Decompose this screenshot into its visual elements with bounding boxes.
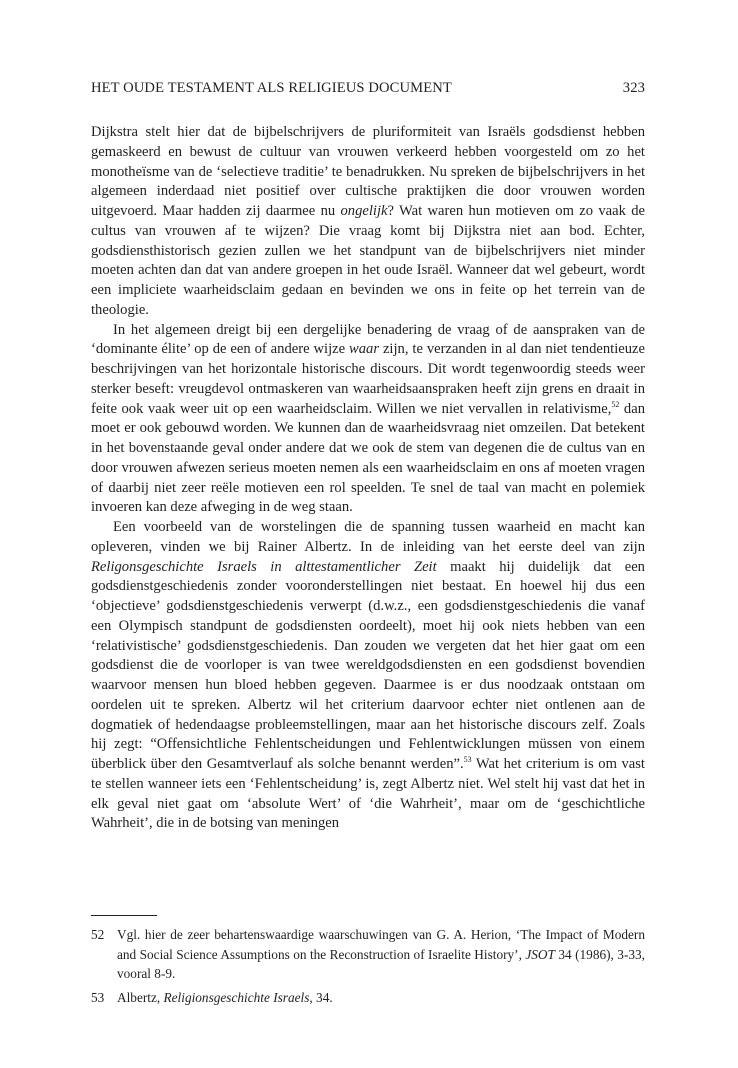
running-title: HET OUDE TESTAMENT ALS RELIGIEUS DOCUMENT (91, 80, 452, 96)
paragraph-1 (91, 123, 645, 321)
text-run: Albertz, (117, 989, 164, 1005)
page-number: 323 (622, 80, 645, 96)
italic-text: waar (349, 341, 380, 358)
text-run: Een voorbeeld van de worstelingen die de spanning tussen waarheid en macht kan opleveren, vinden we bij Rainer Albertz. In de inleiding van het eerste deel van zijn (91, 519, 645, 555)
footnote-number: 52 (91, 927, 105, 942)
body-text (91, 123, 645, 834)
footnote-text (117, 990, 333, 1005)
text-run: In het algemeen dreigt bij een dergelijke benadering de vraag of de aanspraken van de ‘dominante élite’ op de een of andere wijze (91, 321, 645, 358)
footnote-text (117, 927, 645, 981)
text-run: maakt hij duidelijk dat een godsdienstgeschiedenis zonder vooronderstellingen niet bestaat. En hoewel hij dus een ‘objectieve’ godsdienstgeschiedenis verwerpt (d.w.z., een godsdienstgeschiedenis die vanaf een Olympisch standpunt de godsdiensten oordeelt), moet hij ook niets hebben van een ‘relativistische’ godsdienstgeschiedenis. Dan zouden we vergeten dat het hier gaat om een godsdienst die de voorloper is van twee wereldgodsdiensten en een godsdienst bovendien waarvoor mensen hun bloed hebben gegeven. Daarmee is er dus noodzaak ontstaan om oordelen uit te spreken. Albertz wil het criterium daarvoor echter niet ontlenen aan de dogmatiek of hedendaagse probleemstellingen, maar aan het historische discours zelf. Zoals hij zegt: “Offensichtliche Fehlentscheidungen und Fehlentwicklungen müssen von einem überblick über den Gesamtverlauf als solche benannt werden”. (91, 558, 645, 772)
text-run: 34 (1986), 3-33, vooral 8-9. (117, 946, 645, 981)
paragraph-3 (91, 518, 645, 834)
footnote-number: 53 (91, 989, 105, 1005)
footnote-52 (91, 925, 645, 984)
footnote-53 (91, 988, 645, 1008)
paragraph-2 (91, 321, 645, 519)
footnote-ref: 53 (463, 755, 472, 764)
footnote-ref: 52 (611, 399, 620, 409)
text-run: Wat het criterium is om vast te stellen wanneer iets een ‘Fehlentscheidung’ is, zegt Albertz niet. Wel stelt hij vast dat het in elk geval niet gaat om ‘absolute Wert’ of ‘die Wahrheit’, maar om de ‘geschichtliche Wahrheit’, die in de botsing van meningen (91, 756, 645, 832)
text-run: Dijkstra stelt hier dat de bijbelschrijvers de pluriformiteit van Israëls godsdienst hebben gemaskeerd en bewust de cultuur van vrouwen verkeerd hebben voorgesteld om zo het monotheïsme van de ‘selectieve traditie’ te benadrukken. Nu spreken de bijbelschrijvers in het algemeen inderdaad niet positief over cultische praktijken die door vrouwen worden uitgevoerd. Maar hadden zij daarmee nu (91, 124, 645, 219)
text-run: , 34. (309, 989, 333, 1005)
footnote-divider (91, 915, 157, 916)
text-run: zijn, te verzanden in al dan niet tendentieuze beschrijvingen van het horizontale historische discours. Dit wordt tegenwoordig steeds weer sterker beseft: vreugdevol ontmaskeren van waarheidsaanspraken heeft zijn grens en draait in feite ook vaak weer uit op een waarheidsclaim. Willen we niet vervallen in relativisme, (91, 341, 645, 417)
italic-text: Religonsgeschichte Israels in alttestamentlicher Zeit (91, 558, 437, 575)
text-run: Vgl. hier de zeer behartenswaardige waarschuwingen van G. A. Herion, ‘The Impact of Modern and Social Science Assumptions on the Reconstruction of Israelite History’, (117, 927, 645, 962)
text-run: ? Wat waren hun motieven om zo vaak de cultus van vrouwen af te wijzen? Die vraag komt bij Dijkstra niet aan bod. Echter, godsdiensthistorisch gezien zullen we het standpunt van de bijbelschrijvers niet minder moeten achten dan dat van andere groepen in het oude Israël. Wanneer dat wel gebeurt, wordt een impliciete waarheidsclaim gedaan en bevinden we ons in feite op het terrein van de theologie. (91, 203, 645, 318)
italic-text: JSOT (525, 946, 555, 962)
footnotes (91, 925, 645, 1011)
italic-text: ongelijk (340, 203, 388, 219)
italic-text: Religionsgeschichte Israels (163, 989, 310, 1005)
text-run: dan moet er ook gebouwd worden. We kunnen dan de waarheidsvraag niet omzeilen. Dat betekent in het bovenstaande geval onder andere dat we ook de stem van degenen die de cultus van en door vrouwen afwezen serieus moeten nemen als een waarheidsclaim en ons af moeten vragen of daarbij niet zeer reële motieven een rol speelden. Te snel de taal van macht en polemiek invoeren kan deze afweging in de weg staan. (91, 400, 645, 516)
